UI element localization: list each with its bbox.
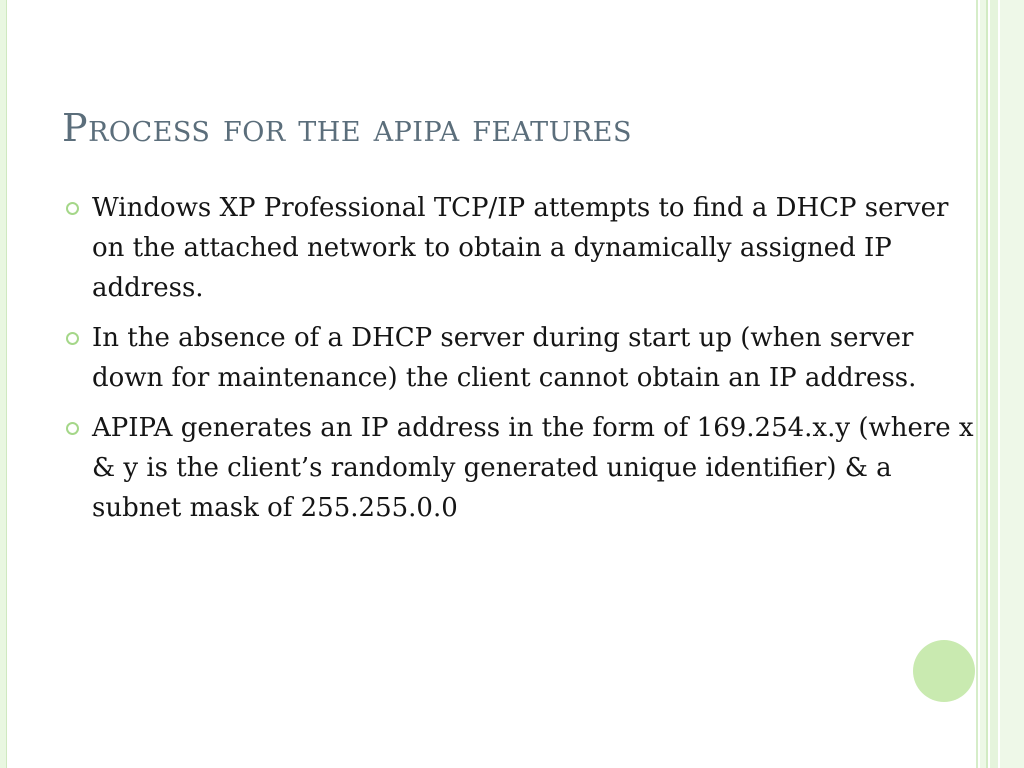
slide-title: Process for the apipa features [62, 106, 632, 150]
bullet-list [62, 188, 982, 538]
bullet-item [62, 188, 982, 308]
right-decor-stripes [976, 0, 1024, 768]
bullet-item [62, 318, 982, 398]
stripe [986, 0, 988, 768]
stripe [990, 0, 998, 768]
stripe [1000, 0, 1024, 768]
hollow-circle-icon [66, 202, 79, 215]
left-border [0, 0, 6, 768]
hollow-circle-icon [66, 422, 79, 435]
bullet-text: APIPA generates an IP address in the form of 169.254.x.y (where x & y is the client’s randomly generated unique identifier) & a subnet mask of 255.255.0.0 [92, 413, 974, 523]
bullet-text: In the absence of a DHCP server during start up (when server down for maintenance) the client cannot obtain an IP address. [92, 323, 917, 393]
hollow-circle-icon [66, 332, 79, 345]
bullet-text: Windows XP Professional TCP/IP attempts to find a DHCP server on the attached network to obtain a dynamically assigned IP address. [92, 193, 949, 303]
decorative-circle [913, 640, 975, 702]
bullet-item [62, 408, 982, 528]
